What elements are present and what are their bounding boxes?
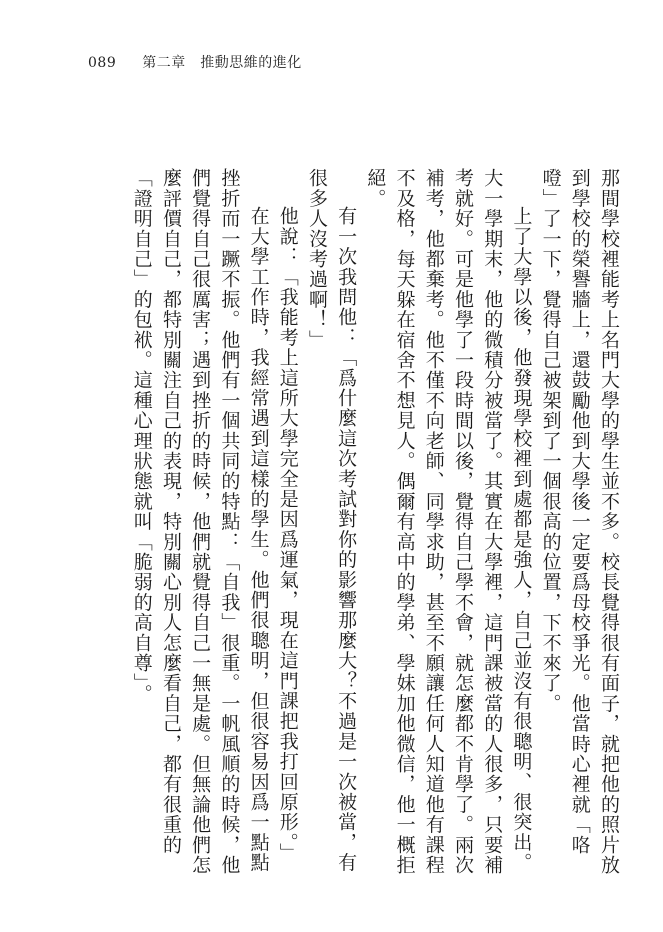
running-header bbox=[88, 52, 302, 72]
paragraph: 那間學校裡能考上名門大學的學生並不多。校長覺得很有面子，就把他的照片放到學校的榮譽牆上，還鼓勵他到大學後一定要爲母校爭光。他當時心裡就「咯噔」了一下，覺得自己被架到了一個很高的位置，下不來了。 bbox=[539, 168, 620, 875]
paragraph: 他說：「我能考上這所大學完全是因爲運氣，現在這門課把我打回原形。」 bbox=[276, 206, 299, 864]
paragraph: 在大學工作時，我經常遇到這樣的學生。他們很聰明，但很容易因爲一點點挫折而一蹶不振。他們有一個共同的特點：「自我」很重。一帆風順的時候，他們覺得自己很厲害；遇到挫折的時候，他們就覺得自己一無是處。但無論他們怎麼評價自己，都特別關注自己的表現，特別關心別人怎麼看自己，都有很重的「證明自己」的包袱。這種心理狀態就叫「脆弱的高自尊」。 bbox=[130, 168, 270, 875]
paragraph: 上了大學以後，他發現學校裡到處都是強人，自己並沒有很聰明、很突出。大一學期末，他的微積分被當了。其實在大學裡，這門課被當的人很多，只要補考就好。可是他學了一段時間以後，覺得自己學不會，就怎麼都不肯學了。兩次補考，他都棄考。他不僅不向老師、同學求助，甚至不願讓任何人知道他有課程不及格，每天躲在宿舍不想見人。偶爾有高中的學弟、學妹加他微信，他一概拒絕。 bbox=[364, 168, 533, 875]
vertical-body-text bbox=[127, 168, 623, 884]
paragraph: 有一次我問他：「爲什麼這次考試對你的影響那麼大？不過是一次被當，有很多人沒考過啊！」 bbox=[305, 168, 358, 873]
page-number: 089 bbox=[88, 55, 117, 71]
chapter-title: 第二章 推動思維的進化 bbox=[142, 55, 302, 71]
